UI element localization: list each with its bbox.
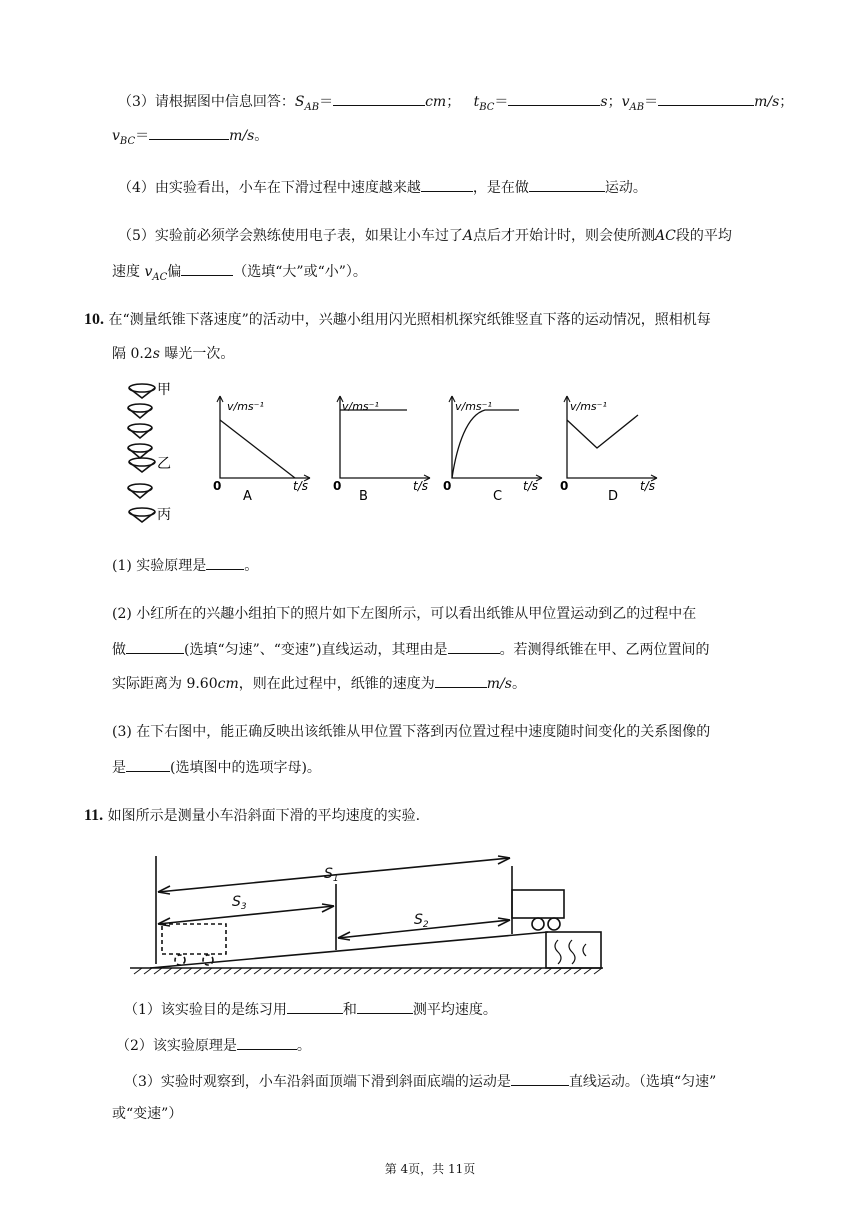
vt-graph-b: [325, 390, 435, 505]
q10-part3-line2: 是 (选填图中的选项字母)。: [112, 756, 321, 778]
question-number: 10.: [84, 311, 104, 328]
svg-text:v/ms⁻¹: v/ms⁻¹: [570, 400, 607, 413]
q11-part3-line2: 或“变速”）: [112, 1106, 183, 1122]
cone-5: [129, 458, 155, 472]
falling-cone-photo-sequence: [120, 378, 180, 528]
answer-blank[interactable]: [435, 672, 487, 688]
answer-blank[interactable]: [287, 998, 343, 1014]
option-letter-b: B: [359, 489, 368, 504]
label-s1: $S_1$: [324, 866, 339, 884]
vt-graph-a: [205, 390, 315, 505]
svg-text:0: 0: [443, 479, 452, 493]
vt-graph-c: [437, 390, 547, 505]
q9-part5-line1: （5）实验前必须学会熟练使用电子表，如果让小车过了A点后才开始计时，则会使所测AC段的平均: [118, 228, 732, 244]
q11-line1: 11. 如图所示是测量小车沿斜面下滑的平均速度的实验.: [84, 807, 421, 824]
ground-hatching: [134, 968, 602, 974]
vt-graph-d: [552, 390, 662, 505]
cone-label-bing: 丙: [157, 507, 171, 523]
q10-part2-line1: (2) 小红所在的兴趣小组拍下的照片如下左图所示，可以看出纸锥从甲位置运动到乙的过程中在: [112, 606, 697, 622]
answer-blank[interactable]: [421, 176, 473, 192]
svg-text:v/ms⁻¹: v/ms⁻¹: [227, 400, 264, 413]
incline-cart-diagram: [128, 844, 618, 984]
svg-text:v/ms⁻¹: v/ms⁻¹: [455, 400, 492, 413]
cone-2: [128, 404, 152, 418]
q9-part4: （4）由实验看出，小车在下滑过程中速度越来越 ，是在做 运动。: [118, 176, 647, 198]
q10-line2: 隔 0.2s 曝光一次。: [112, 346, 235, 362]
question-number: 11.: [84, 807, 104, 824]
sab-symbol: $S_{AB}$: [294, 94, 320, 113]
q9-p3-label: （3）请根据图中信息回答：: [118, 94, 295, 110]
q11-part2: （2）该实验原理是 。: [116, 1034, 311, 1056]
svg-text:0: 0: [213, 479, 222, 493]
q11-part3-line1: （3）实验时观察到，小车沿斜面顶端下滑到斜面底端的运动是 直线运动。（选填“匀速”: [124, 1070, 716, 1092]
q10-part2-line2: 做 (选填“匀速”、“变速”)直线运动，其理由是 。若测得纸锥在甲、乙两位置间的: [112, 638, 710, 660]
answer-blank[interactable]: [511, 1070, 569, 1086]
page-footer: 第 4页，共 11页: [384, 1162, 476, 1176]
tbc-symbol: $t_{BC}$: [473, 94, 495, 113]
answer-blank[interactable]: [126, 638, 184, 654]
option-letter-a: A: [243, 489, 252, 504]
cone-label-yi: 乙: [157, 456, 171, 472]
cart-bottom-dashed: [162, 924, 226, 965]
svg-text:t/s: t/s: [293, 479, 308, 493]
answer-blank[interactable]: [149, 124, 229, 140]
svg-text:0: 0: [333, 479, 342, 493]
option-letter-d: D: [608, 489, 619, 504]
q9-part5-line2: 速度 $v_{AC}$偏 （选填“大”或“小”）。: [112, 260, 367, 288]
label-s2: $S_2$: [414, 912, 429, 930]
svg-text:t/s: t/s: [523, 479, 538, 493]
svg-text:v/ms⁻¹: v/ms⁻¹: [342, 400, 379, 413]
cone-6: [128, 484, 152, 498]
svg-text:t/s: t/s: [413, 479, 428, 493]
vbc-symbol: $v_{BC}$: [112, 128, 136, 147]
vab-symbol: $v_{AB}$: [621, 94, 645, 113]
label-s3: $S_3$: [232, 894, 247, 912]
cart-top: [512, 866, 564, 934]
q11-part1: （1）该实验目的是练习用 和 测平均速度。: [124, 998, 497, 1020]
answer-blank[interactable]: [206, 554, 244, 570]
answer-blank[interactable]: [181, 260, 233, 276]
answer-blank[interactable]: [658, 90, 754, 106]
q10-line1: 10. 在“测量纸锥下落速度”的活动中，兴趣小组用闪光照相机探究纸锥竖直下落的运动情况，照相机每: [84, 311, 711, 328]
svg-text:0: 0: [560, 479, 569, 493]
option-letter-c: C: [493, 489, 503, 504]
answer-blank[interactable]: [508, 90, 600, 106]
cone-3: [128, 424, 152, 438]
cone-label-jia: 甲: [157, 382, 171, 398]
answer-blank[interactable]: [529, 176, 605, 192]
answer-blank[interactable]: [126, 756, 170, 772]
answer-blank[interactable]: [237, 1034, 297, 1050]
cone-4: [128, 444, 152, 458]
q9-part3-line1: （3）请根据图中信息回答：$S_{AB}=$ cm； $t_{BC}= s$；$v_{AB}= m/s$；: [118, 90, 793, 118]
answer-blank[interactable]: [357, 998, 413, 1014]
answer-blank[interactable]: [333, 90, 425, 106]
q9-part3-line2: $v_{BC}= m/s$。: [112, 124, 268, 152]
q10-part2-line3: 实际距离为 9.60cm，则在此过程中，纸锥的速度为 m/s。: [112, 672, 526, 694]
cone-1: [129, 384, 155, 398]
q10-part3-line1: (3) 在下右图中，能正确反映出该纸锥从甲位置下落到丙位置过程中速度随时间变化的关系图像的: [112, 724, 711, 740]
answer-blank[interactable]: [448, 638, 500, 654]
svg-text:t/s: t/s: [640, 479, 655, 493]
q10-part1: (1) 实验原理是 。: [112, 554, 258, 576]
cone-7: [129, 508, 155, 522]
